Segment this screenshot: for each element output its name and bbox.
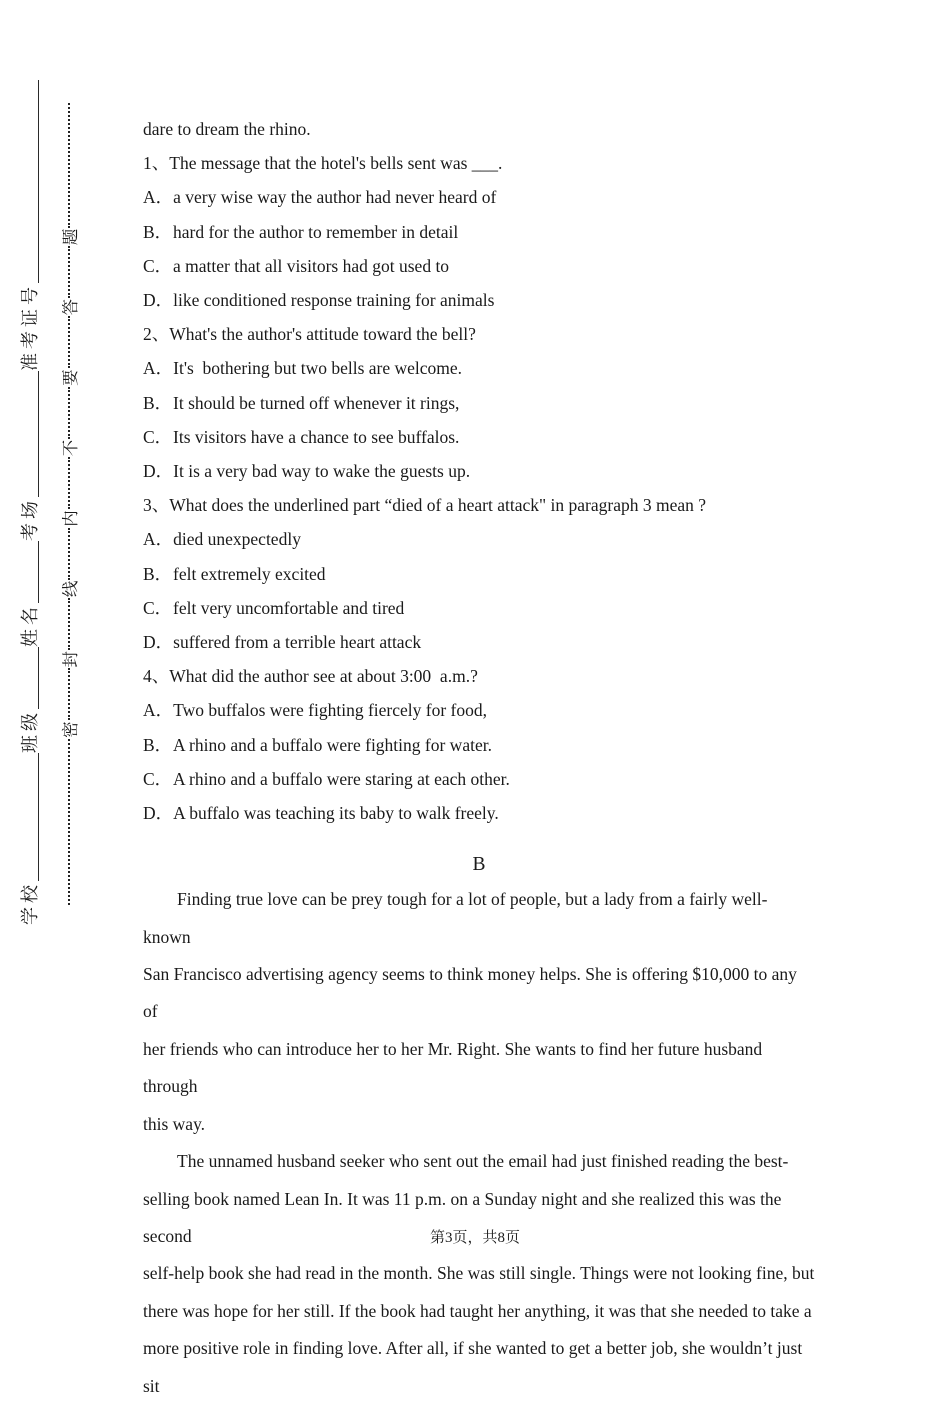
- option-text: A rhino and a buffalo were fighting for water.: [173, 734, 492, 755]
- field-label-exam-room: 考场: [20, 497, 40, 541]
- name-blank-line: [38, 541, 39, 603]
- passage-line: selling book named Lean In. It was 11 p.m. on a Sunday night and she realized this was the second: [143, 1188, 786, 1246]
- option-text: felt extremely excited: [173, 563, 326, 584]
- option-text: suffered from a terrible heart attack: [173, 632, 422, 653]
- passage-line: self-help book she had read in the month. She was still single. Things were not looking fine, but: [143, 1263, 815, 1284]
- question-3-stem: 3、What does the underlined part “died of a heart attack" in paragraph 3 mean ?: [143, 495, 707, 516]
- option-text: Its visitors have a chance to see buffalos.: [173, 426, 460, 447]
- class-blank-line: [38, 647, 39, 709]
- passage-tail-line: dare to dream the rhino.: [143, 119, 311, 139]
- option-text: a matter that all visitors had got used to: [173, 255, 450, 276]
- question-1-option-c: [143, 249, 815, 283]
- option-label: B．: [143, 221, 173, 242]
- question-4-option-b: [143, 728, 815, 762]
- question-1-option-a: [143, 180, 815, 214]
- passage-line: her friends who can introduce her to her Mr. Right. She wants to find her future husband through: [143, 1038, 767, 1097]
- question-2-option-a: [143, 351, 815, 385]
- field-label-school: 学校: [20, 881, 40, 925]
- admission-number-blank-line: [38, 80, 39, 283]
- passage-line: more positive role in finding love. After all, if she wanted to get a better job, she wouldn’t just sit: [143, 1338, 807, 1396]
- question-2-stem: 2、What's the author's attitude toward the bell?: [143, 324, 476, 345]
- question-2-option-c: [143, 420, 815, 454]
- option-label: D．: [143, 290, 174, 311]
- reading-passage-b: [143, 881, 815, 1405]
- option-label: A．: [143, 187, 174, 208]
- exam-room-blank-line: [38, 371, 39, 497]
- question-4-option-c: [143, 762, 815, 796]
- field-label-admission-number: 准考证号: [20, 283, 40, 371]
- question-3-option-b: [143, 557, 815, 591]
- seal-char: 内: [60, 510, 80, 527]
- field-label-class: 班级: [20, 709, 40, 753]
- seal-char: 密: [60, 721, 80, 738]
- option-label: B．: [143, 563, 173, 584]
- passage-line: The unnamed husband seeker who sent out the email had just finished reading the best-: [177, 1151, 789, 1172]
- passage-line: San Francisco advertising agency seems to think money helps. She is offering $10,000 to any of: [143, 964, 802, 1022]
- option-label: B．: [143, 734, 173, 755]
- option-text: felt very uncomfortable and tired: [173, 597, 405, 618]
- question-2-option-d: [143, 454, 815, 488]
- option-label: C．: [143, 426, 173, 447]
- seal-dots: [68, 669, 70, 721]
- field-label-name: 姓名: [20, 603, 40, 647]
- question-3-option-d: [143, 625, 815, 659]
- seal-char: 要: [60, 369, 80, 386]
- option-text: hard for the author to remember in detail: [173, 221, 459, 242]
- option-text: It should be turned off whenever it rings,: [173, 392, 460, 413]
- question-4-option-d: [143, 796, 815, 830]
- option-label: C．: [143, 597, 173, 618]
- seal-char: 线: [60, 580, 80, 598]
- student-info-strip: [16, 80, 44, 925]
- question-3-option-a: [143, 522, 815, 556]
- seal-line-strip: [59, 103, 78, 905]
- seal-dots: [68, 103, 70, 228]
- option-label: A．: [143, 529, 174, 550]
- seal-dots: [68, 598, 70, 650]
- passage-line: Finding true love can be prey tough for a lot of people, but a lady from a fairly well-known: [143, 889, 768, 947]
- question-1-stem: 1、The message that the hotel's bells sent was ___.: [143, 153, 503, 174]
- seal-char: 答: [60, 298, 80, 316]
- option-text: like conditioned response training for animals: [173, 290, 495, 311]
- option-text: It's bothering but two bells are welcome.: [173, 358, 463, 379]
- seal-dots: [68, 457, 70, 509]
- question-1-option-b: [143, 215, 815, 249]
- exam-content: [143, 112, 815, 1405]
- seal-dots: [68, 316, 70, 368]
- option-label: A．: [143, 700, 174, 721]
- option-text: A rhino and a buffalo were staring at each other.: [173, 768, 510, 789]
- question-2-option-b: [143, 386, 815, 420]
- option-label: D．: [143, 632, 174, 653]
- option-label: D．: [143, 461, 174, 482]
- question-3-option-c: [143, 591, 815, 625]
- seal-dots: [68, 739, 70, 905]
- option-text: died unexpectedly: [173, 529, 301, 550]
- option-label: C．: [143, 768, 173, 789]
- option-text: a very wise way the author had never heard of: [173, 187, 497, 208]
- option-text: Two buffalos were fighting fiercely for food,: [173, 700, 487, 721]
- option-label: D．: [143, 803, 174, 824]
- page-number-footer: 第3页，共8页: [429, 1230, 520, 1246]
- question-4-stem: 4、What did the author see at about 3:00 a.m.?: [143, 666, 478, 687]
- option-label: C．: [143, 255, 173, 276]
- seal-dots: [68, 528, 70, 580]
- option-label: B．: [143, 392, 173, 413]
- question-4-option-a: [143, 693, 815, 727]
- seal-char: 题: [60, 228, 80, 246]
- seal-char: 不: [60, 439, 80, 457]
- passage-line: there was hope for her still. If the book had taught her anything, it was that she needed to take a: [143, 1300, 812, 1321]
- option-text: A buffalo was teaching its baby to walk freely.: [173, 803, 499, 824]
- passage-line: this way.: [143, 1113, 206, 1134]
- school-blank-line: [38, 753, 39, 881]
- section-b-header: B: [472, 854, 486, 876]
- seal-dots: [68, 246, 70, 298]
- seal-char: 封: [60, 651, 80, 668]
- seal-dots: [68, 387, 70, 439]
- option-label: A．: [143, 358, 174, 379]
- option-text: It is a very bad way to wake the guests up.: [173, 461, 471, 482]
- question-1-option-d: [143, 283, 815, 317]
